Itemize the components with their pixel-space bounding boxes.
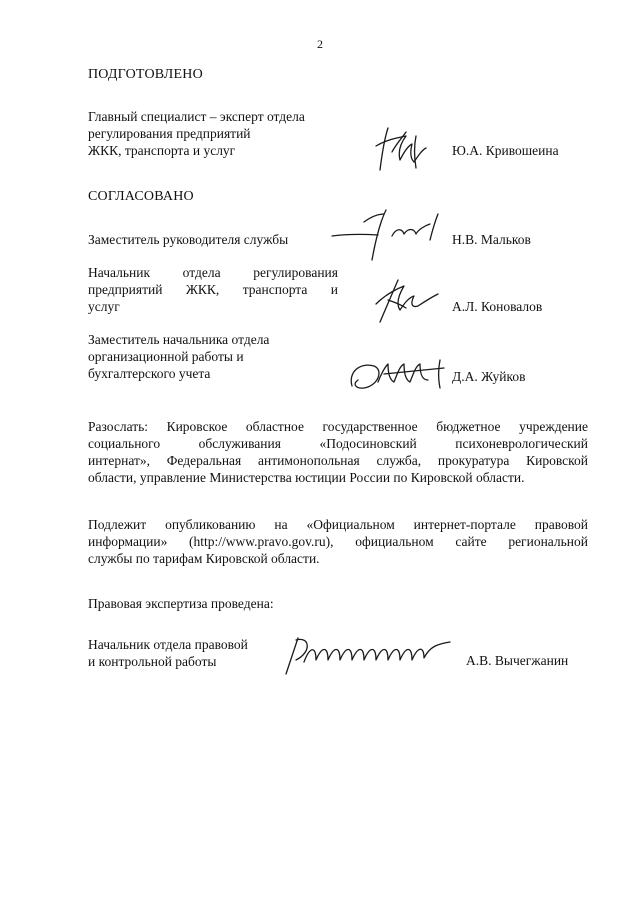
agreed-heading: СОГЛАСОВАНО: [88, 189, 194, 204]
signature-konovalov: [368, 276, 448, 326]
legal-review-signer-name: А.В. Вычегжанин: [466, 653, 569, 668]
position-line: Заместитель руководителя службы: [88, 232, 289, 247]
position-line: ЖКК, транспорта и услуг: [88, 143, 236, 158]
paragraph-line: социального обслуживания «Подосиновский психоневрологический: [88, 436, 588, 451]
paragraph-line: Подлежит опубликованию на «Официальном интернет-портале правовой: [88, 517, 588, 532]
paragraph-line: информации» (http://www.pravo.gov.ru), официальном сайте региональной: [88, 534, 588, 549]
signature-vychegzhanin: [282, 632, 458, 676]
position-line: организационной работы и: [88, 349, 244, 364]
signature-zhuikov: [344, 352, 456, 398]
signature-kryvosheina: [370, 122, 450, 174]
prepared-position: [88, 108, 338, 159]
position-line: Главный специалист – эксперт отдела: [88, 109, 305, 124]
position-line: бухгалтерского учета: [88, 366, 211, 381]
position-line: услуг: [88, 299, 120, 314]
agreed-signer-3-position: [88, 331, 338, 382]
position-line: предприятий ЖКК, транспорта и: [88, 282, 338, 297]
paragraph-line: службы по тарифам Кировской области.: [88, 551, 320, 566]
agreed-signer-3-name: Д.А. Жуйков: [452, 369, 526, 384]
signature-malkov: [330, 204, 455, 264]
position-line: Заместитель начальника отдела: [88, 332, 270, 347]
agreed-signer-2-position: [88, 264, 338, 315]
page-number: 2: [317, 37, 323, 51]
publication-paragraph: [88, 516, 588, 567]
legal-review-statement: Правовая экспертиза проведена:: [88, 596, 274, 611]
paragraph-line: интернат», Федеральная антимонопольная служба, прокуратура Кировской: [88, 453, 588, 468]
distribution-paragraph: [88, 418, 588, 486]
agreed-signer-1-position: [88, 231, 338, 248]
position-line: регулирования предприятий: [88, 126, 251, 141]
prepared-heading: ПОДГОТОВЛЕНО: [88, 67, 203, 82]
paragraph-line: области, управление Министерства юстиции России по Кировской области.: [88, 470, 525, 485]
position-line: Начальник отдела регулирования: [88, 265, 338, 280]
position-line: Начальник отдела правовой: [88, 637, 248, 652]
agreed-signer-2-name: А.Л. Коновалов: [452, 299, 543, 314]
agreed-signer-1-name: Н.В. Мальков: [452, 232, 531, 247]
prepared-signer-name: Ю.А. Кривошеина: [452, 143, 559, 158]
paragraph-line: Разослать: Кировское областное государственное бюджетное учреждение: [88, 419, 588, 434]
position-line: и контрольной работы: [88, 654, 217, 669]
